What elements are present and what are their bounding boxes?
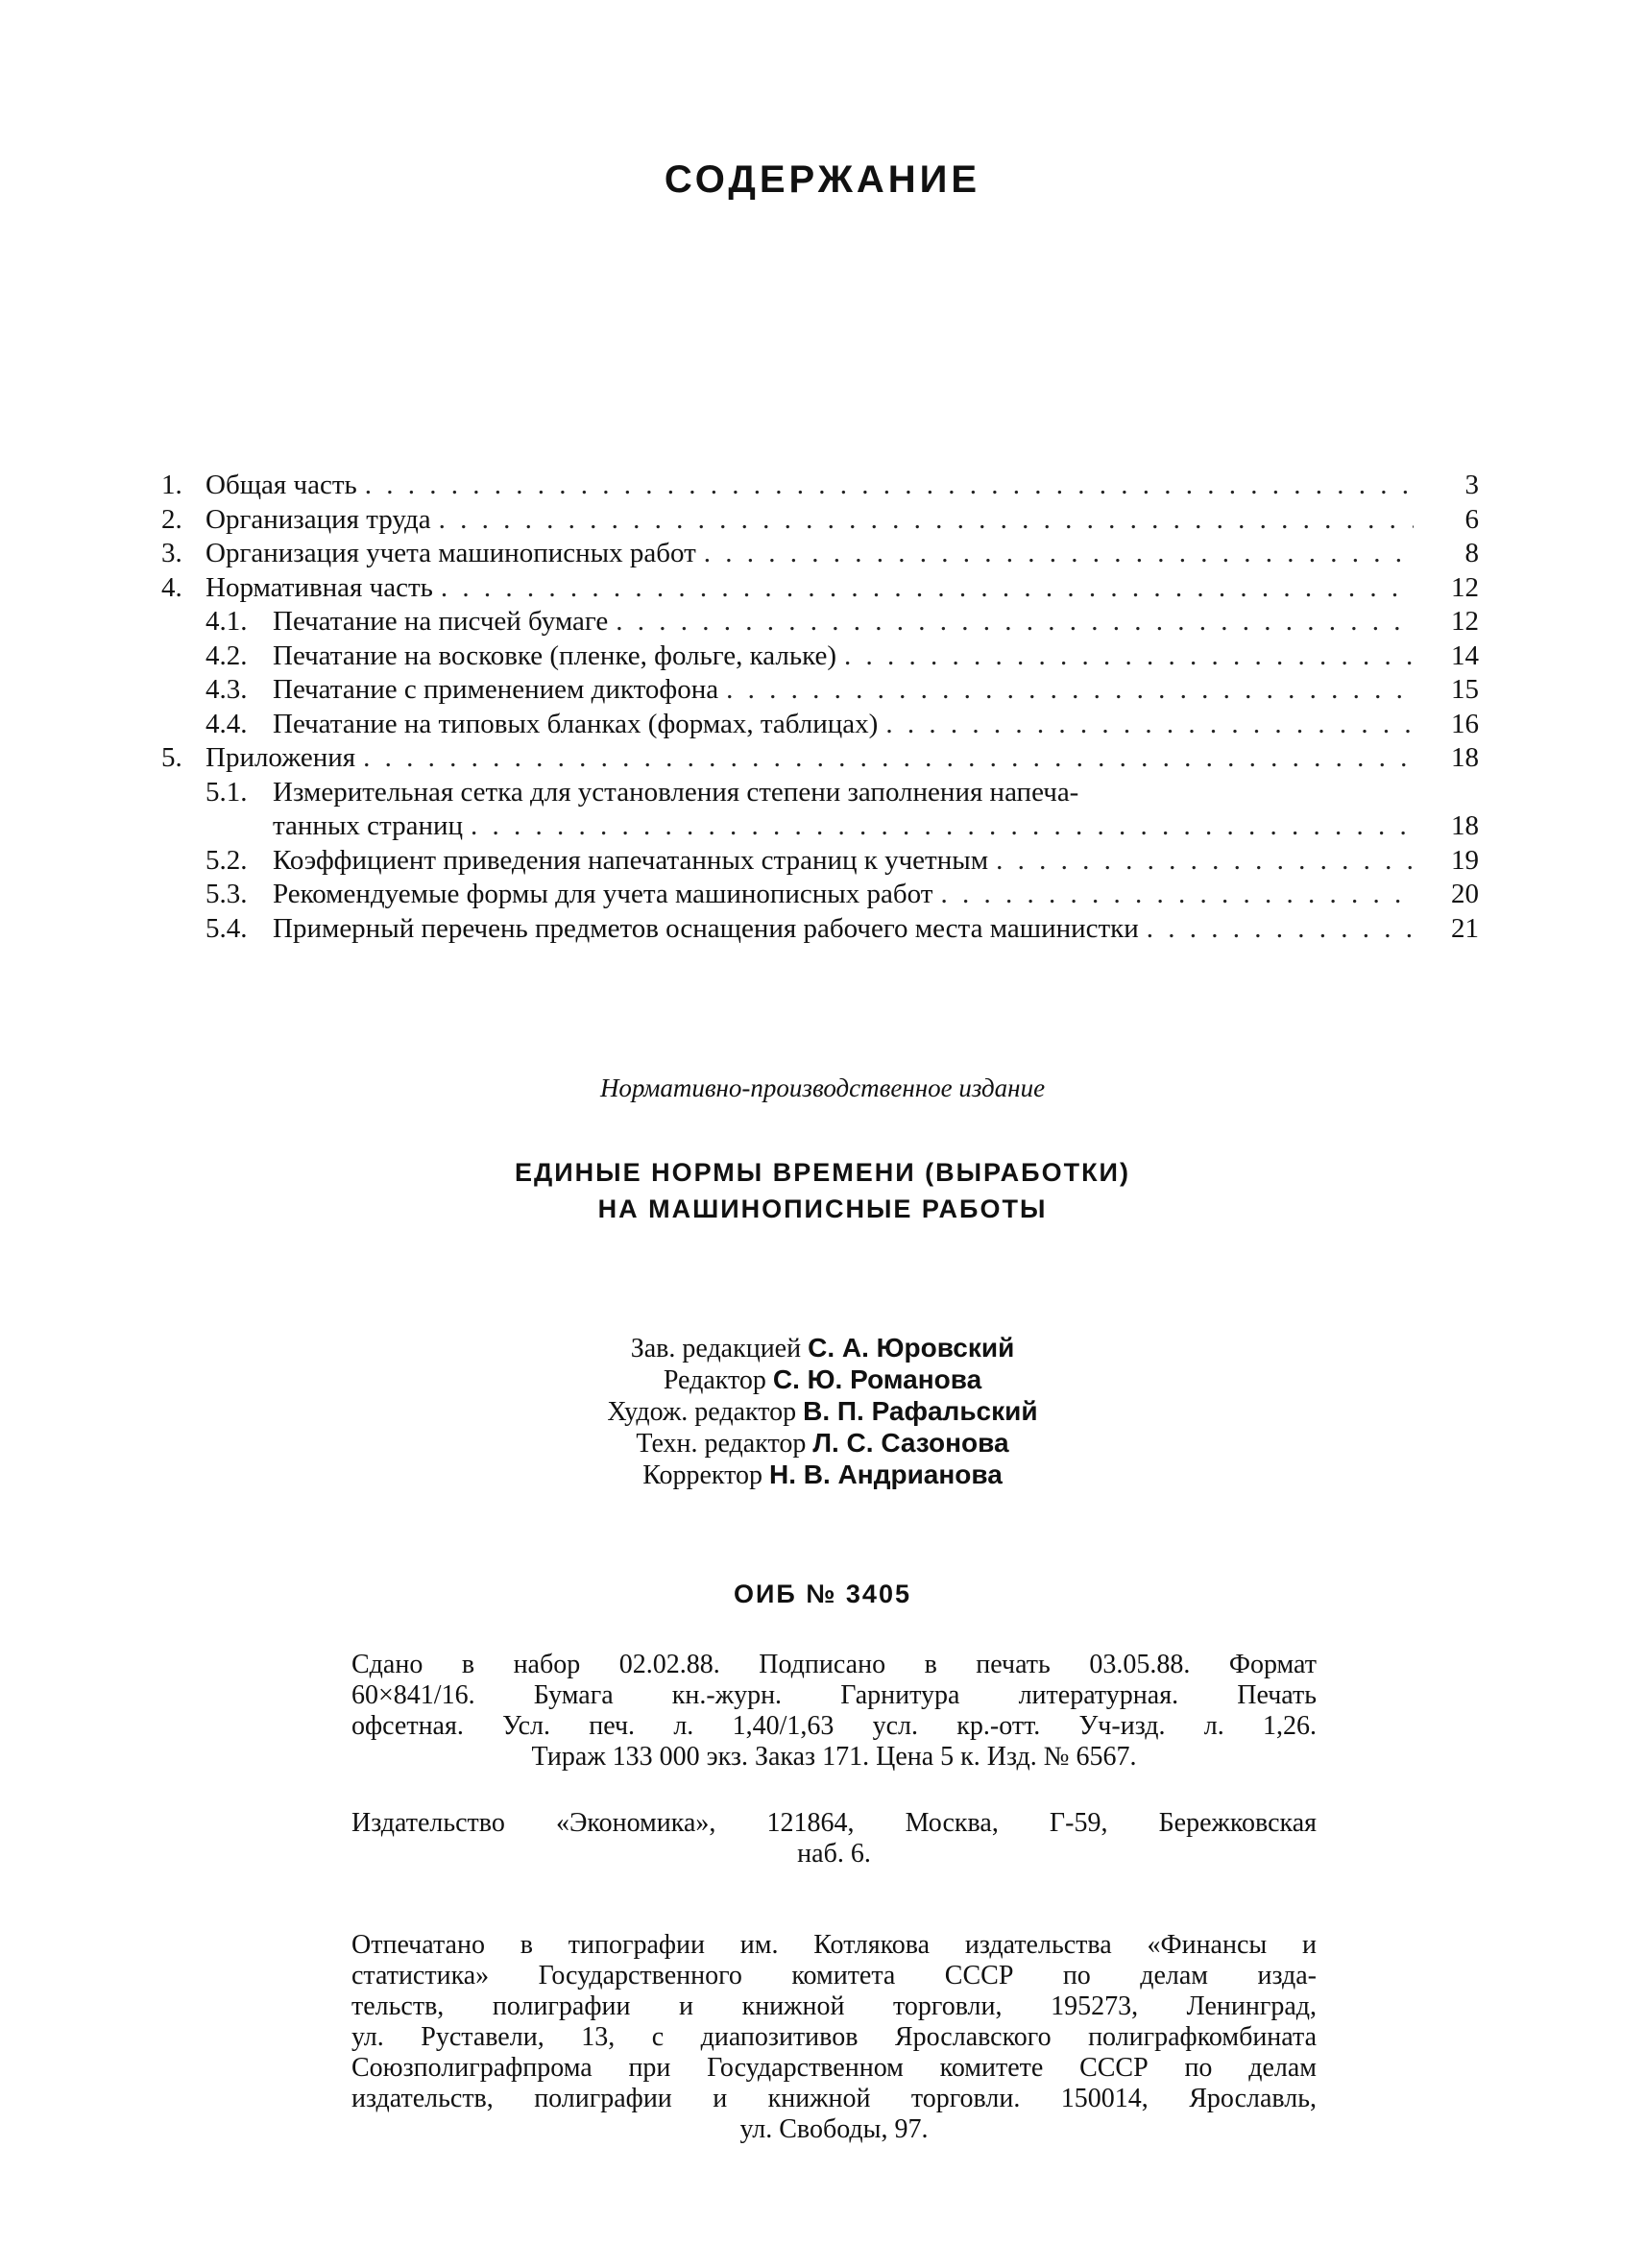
printer-line: Союзполиграфпрома при Государственном комитете СССР по делам — [351, 2053, 1317, 2083]
staff-row — [0, 1364, 1645, 1396]
table-of-contents — [161, 469, 1479, 946]
toc-title: Организация труда — [206, 503, 431, 535]
toc-leader — [363, 741, 1414, 776]
print-info-line: 60×841/16. Бумага кн.-журн. Гарнитура литературная. Печать — [351, 1680, 1317, 1710]
staff-person: С. Ю. Романова — [772, 1364, 982, 1394]
toc-page: 6 — [1464, 503, 1479, 535]
book-title — [0, 1154, 1645, 1227]
staff-role: Корректор — [642, 1460, 762, 1490]
print-info — [351, 1650, 1317, 1773]
toc-leader — [441, 571, 1414, 606]
toc-entry — [161, 741, 1479, 776]
printer-line: Отпечатано в типографии им. Котлякова издательства «Финансы и — [351, 1930, 1317, 1960]
staff-role: Зав. редакцией — [630, 1334, 802, 1363]
toc-leader — [616, 605, 1414, 639]
toc-entry — [161, 469, 1479, 503]
toc-page: 16 — [1451, 708, 1479, 739]
toc-number: 1. — [161, 470, 182, 500]
toc-number: 5.3. — [206, 879, 248, 909]
toc-entry — [161, 571, 1479, 606]
toc-page: 18 — [1451, 742, 1479, 773]
toc-entry — [161, 537, 1479, 571]
staff-row — [0, 1428, 1645, 1460]
toc-title: Печатание на восковке (пленке, фольге, кальке) — [273, 639, 837, 671]
toc-page: 14 — [1451, 639, 1479, 671]
printer-line: тельств, полиграфии и книжной торговли, 195273, Ленинград, — [351, 1991, 1317, 2021]
toc-entry — [161, 605, 1479, 639]
staff-person: В. П. Рафальский — [803, 1396, 1038, 1426]
toc-number: 3. — [161, 538, 182, 568]
printer-line: издательств, полиграфии и книжной торговли. 150014, Ярославль, — [351, 2084, 1317, 2113]
toc-number: 4.1. — [206, 606, 248, 637]
staff-person: С. А. Юровский — [808, 1333, 1015, 1363]
toc-entry — [161, 673, 1479, 708]
toc-leader — [1147, 912, 1414, 947]
toc-leader — [996, 844, 1414, 879]
toc-page: 12 — [1451, 571, 1479, 603]
printer-line: ул. Руставели, 13, с диапозитивов Ярославского полиграфкомбината — [351, 2022, 1317, 2052]
toc-leader — [726, 673, 1414, 708]
edition-type: Нормативно-производственное издание — [599, 1074, 1046, 1102]
toc-title: Примерный перечень предметов оснащения рабочего места машинистки — [273, 912, 1139, 944]
staff-role: Техн. редактор — [636, 1429, 807, 1459]
toc-entry — [161, 912, 1479, 947]
toc-page: 15 — [1451, 674, 1479, 705]
print-info-line: Сдано в набор 02.02.88. Подписано в печать 03.05.88. Формат — [351, 1650, 1317, 1679]
toc-number: 4.4. — [206, 708, 248, 739]
printer-line: статистика» Государственного комитета СССР по делам изда- — [351, 1961, 1317, 1991]
publisher-info — [351, 1808, 1317, 1870]
toc-number: 2. — [161, 503, 182, 535]
toc-leader — [471, 809, 1414, 844]
toc-page: 20 — [1451, 879, 1479, 909]
toc-page: 19 — [1451, 844, 1479, 876]
staff-row — [0, 1396, 1645, 1428]
toc-title: Коэффициент приведения напечатанных страниц к учетным — [273, 844, 989, 876]
staff-person: Н. В. Андрианова — [769, 1460, 1003, 1489]
print-info-line: Тираж 133 000 экз. Заказ 171. Цена 5 к. Изд. № 6567. — [531, 1742, 1137, 1772]
publisher-line: Издательство «Экономика», 121864, Москва, Г-59, Бережковская — [351, 1808, 1317, 1838]
toc-leader — [365, 469, 1414, 503]
staff-row — [0, 1333, 1645, 1364]
toc-page: 21 — [1451, 912, 1479, 944]
staff-role: Худож. редактор — [607, 1397, 797, 1427]
print-info-line: офсетная. Усл. печ. л. 1,40/1,63 усл. кр.-отт. Уч-изд. л. 1,26. — [351, 1711, 1317, 1741]
toc-leader — [844, 639, 1414, 674]
toc-title: Нормативная часть — [206, 571, 433, 603]
toc-entry — [161, 844, 1479, 879]
toc-page: 18 — [1451, 810, 1479, 841]
toc-leader — [940, 878, 1414, 912]
toc-title: Измерительная сетка для установления степени заполнения напеча- — [273, 776, 1079, 808]
oib-number: ОИБ № 3405 — [734, 1580, 911, 1608]
printer-info — [351, 1930, 1317, 2145]
staff-person: Л. С. Сазонова — [812, 1428, 1009, 1458]
toc-title: Приложения — [206, 742, 356, 773]
toc-number: 5. — [161, 742, 182, 773]
toc-number: 4. — [161, 571, 182, 603]
toc-number: 4.3. — [206, 674, 248, 705]
toc-title: Организация учета машинописных работ — [206, 538, 696, 568]
toc-leader — [704, 537, 1414, 571]
toc-entry — [161, 639, 1479, 674]
toc-title: танных страниц — [273, 810, 464, 841]
toc-number: 5.1. — [206, 776, 248, 808]
toc-title: Общая часть — [206, 470, 357, 500]
toc-title: Печатание на типовых бланках (формах, таблицах) — [273, 708, 879, 739]
toc-leader — [885, 708, 1414, 742]
book-title-line: НА МАШИНОПИСНЫЕ РАБОТЫ — [597, 1194, 1048, 1223]
printer-line: ул. Свободы, 97. — [739, 2114, 929, 2144]
toc-entry — [161, 776, 1479, 810]
toc-entry — [161, 503, 1479, 538]
toc-entry — [161, 708, 1479, 742]
toc-title: Рекомендуемые формы для учета машинописных работ — [273, 879, 933, 909]
staff-row — [0, 1460, 1645, 1491]
toc-page: 3 — [1464, 470, 1479, 500]
publisher-line: наб. 6. — [797, 1839, 871, 1869]
toc-page: 8 — [1464, 538, 1479, 568]
toc-leader — [439, 503, 1414, 538]
toc-entry-continuation — [161, 809, 1479, 844]
editorial-staff — [0, 1333, 1645, 1491]
toc-number: 5.2. — [206, 844, 248, 876]
toc-number: 5.4. — [206, 912, 248, 944]
toc-title: Печатание на писчей бумаге — [273, 606, 609, 637]
page-title: СОДЕРЖАНИЕ — [664, 158, 981, 201]
book-title-line: ЕДИНЫЕ НОРМЫ ВРЕМЕНИ (ВЫРАБОТКИ) — [515, 1158, 1130, 1187]
staff-role: Редактор — [663, 1365, 766, 1395]
toc-page: 12 — [1451, 606, 1479, 637]
toc-number: 4.2. — [206, 639, 248, 671]
toc-entry — [161, 878, 1479, 912]
toc-title: Печатание с применением диктофона — [273, 674, 719, 705]
